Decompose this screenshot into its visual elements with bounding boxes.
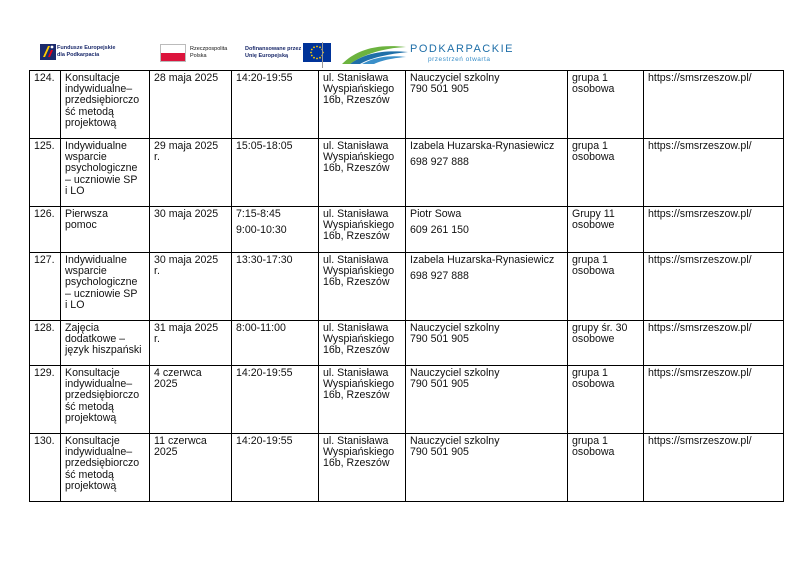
- url-cell: https://smsrzeszow.pl/: [644, 366, 784, 434]
- contact-name: Nauczyciel szkolny: [410, 322, 500, 334]
- subject-cell: Konsultacje indywidualne– przedsiębiorczo ść metodą projektową: [61, 434, 150, 502]
- table-row: [30, 366, 784, 434]
- podkarpackie-logo: [340, 40, 520, 68]
- group-cell: grupa 1 osobowa: [568, 434, 644, 502]
- podkarpackie-swoosh-icon: [340, 40, 410, 66]
- time-cell: 14:20-19:55: [232, 71, 319, 139]
- table-row: [30, 139, 784, 207]
- time-cell: 8:00-11:00: [232, 321, 319, 366]
- row-number: 130.: [30, 434, 61, 502]
- contact-name: Izabela Huzarska-Rynasiewicz: [410, 254, 555, 266]
- subject-cell: Konsultacje indywidualne– przedsiębiorczo ść metodą projektową: [61, 71, 150, 139]
- contact-cell: [406, 321, 568, 366]
- rzeczpospolita-logo: [160, 42, 230, 66]
- polish-flag-icon: [160, 44, 186, 62]
- date-cell: 30 maja 2025 r.: [150, 253, 232, 321]
- row-number: 129.: [30, 366, 61, 434]
- table-row: [30, 71, 784, 139]
- eu-flag-icon: [303, 43, 331, 62]
- page-header: [0, 0, 800, 70]
- rp-logo-text: Rzeczpospolita Polska: [190, 46, 228, 59]
- row-number: 126.: [30, 207, 61, 253]
- time-cell: 14:20-19:55: [232, 366, 319, 434]
- url-cell: https://smsrzeszow.pl/: [644, 139, 784, 207]
- table-row: [30, 207, 784, 253]
- table-row: [30, 321, 784, 366]
- date-cell: 11 czerwca 2025: [150, 434, 232, 502]
- contact-phone: 790 501 905: [410, 446, 469, 459]
- fe-emblem-icon: [40, 42, 56, 62]
- place-cell: ul. Stanisława Wyspiańskiego 16b, Rzeszów: [319, 71, 406, 139]
- subject-cell: Pierwsza pomoc: [61, 207, 150, 253]
- place-cell: ul. Stanisława Wyspiańskiego 16b, Rzeszów: [319, 253, 406, 321]
- contact-phone: 790 501 905: [410, 333, 469, 346]
- group-cell: grupa 1 osobowa: [568, 139, 644, 207]
- place-cell: ul. Stanisława Wyspiańskiego 16b, Rzeszów: [319, 139, 406, 207]
- contact-phone: 698 927 888: [410, 270, 469, 283]
- fe-logo-text: Fundusze Europejskie dla Podkarpacia: [57, 45, 116, 58]
- subject-cell: Indywidualne wsparcie psychologiczne – uczniowie SP i LO: [61, 139, 150, 207]
- schedule-table: [29, 70, 784, 502]
- time-cell: [232, 207, 319, 253]
- contact-cell: [406, 207, 568, 253]
- row-number: 127.: [30, 253, 61, 321]
- contact-phone: 790 501 905: [410, 378, 469, 391]
- row-number: 125.: [30, 139, 61, 207]
- contact-name: Izabela Huzarska-Rynasiewicz: [410, 140, 555, 152]
- date-cell: 28 maja 2025: [150, 71, 232, 139]
- podkarpackie-subtitle: przestrzeń otwarta: [428, 56, 491, 63]
- time-cell: 15:05-18:05: [232, 139, 319, 207]
- contact-name: Nauczyciel szkolny: [410, 435, 500, 447]
- group-cell: Grupy 11 osobowe: [568, 207, 644, 253]
- date-cell: 4 czerwca 2025: [150, 366, 232, 434]
- url-cell: https://smsrzeszow.pl/: [644, 71, 784, 139]
- url-cell: https://smsrzeszow.pl/: [644, 207, 784, 253]
- url-cell: https://smsrzeszow.pl/: [644, 321, 784, 366]
- contact-phone: 790 501 905: [410, 83, 469, 96]
- place-cell: ul. Stanisława Wyspiańskiego 16b, Rzeszów: [319, 366, 406, 434]
- row-number: 124.: [30, 71, 61, 139]
- contact-name: Nauczyciel szkolny: [410, 72, 500, 84]
- contact-cell: [406, 366, 568, 434]
- date-cell: 29 maja 2025 r.: [150, 139, 232, 207]
- time-slot: 9:00-10:30: [236, 224, 287, 237]
- subject-cell: Indywidualne wsparcie psychologiczne – uczniowie SP i LO: [61, 253, 150, 321]
- contact-cell: [406, 253, 568, 321]
- subject-cell: Konsultacje indywidualne– przedsiębiorczo ść metodą projektową: [61, 366, 150, 434]
- contact-cell: [406, 139, 568, 207]
- contact-phone: 609 261 150: [410, 224, 469, 237]
- time-cell: 14:20-19:55: [232, 434, 319, 502]
- time-slot: 7:15-8:45: [236, 208, 281, 220]
- subject-cell: Zajęcia dodatkowe – język hiszpański: [61, 321, 150, 366]
- row-number: 128.: [30, 321, 61, 366]
- contact-name: Nauczyciel szkolny: [410, 367, 500, 379]
- table-row: [30, 434, 784, 502]
- header-divider: [322, 42, 323, 68]
- contact-phone: 698 927 888: [410, 156, 469, 169]
- ue-logo-text: Dofinansowane przez Unię Europejską: [245, 46, 302, 59]
- contact-name: Piotr Sowa: [410, 208, 462, 220]
- time-cell: 13:30-17:30: [232, 253, 319, 321]
- contact-cell: [406, 434, 568, 502]
- podkarpackie-title: PODKARPACKIE: [410, 43, 514, 55]
- place-cell: ul. Stanisława Wyspiańskiego 16b, Rzeszów: [319, 321, 406, 366]
- fundusze-europejskie-logo: [40, 42, 140, 66]
- place-cell: ul. Stanisława Wyspiańskiego 16b, Rzeszów: [319, 207, 406, 253]
- url-cell: https://smsrzeszow.pl/: [644, 253, 784, 321]
- date-cell: 30 maja 2025: [150, 207, 232, 253]
- group-cell: grupa 1 osobowa: [568, 253, 644, 321]
- url-cell: https://smsrzeszow.pl/: [644, 434, 784, 502]
- group-cell: grupa 1 osobowa: [568, 366, 644, 434]
- place-cell: ul. Stanisława Wyspiańskiego 16b, Rzeszów: [319, 434, 406, 502]
- contact-cell: [406, 71, 568, 139]
- group-cell: grupy śr. 30 osobowe: [568, 321, 644, 366]
- table-row: [30, 253, 784, 321]
- date-cell: 31 maja 2025 r.: [150, 321, 232, 366]
- group-cell: grupa 1 osobowa: [568, 71, 644, 139]
